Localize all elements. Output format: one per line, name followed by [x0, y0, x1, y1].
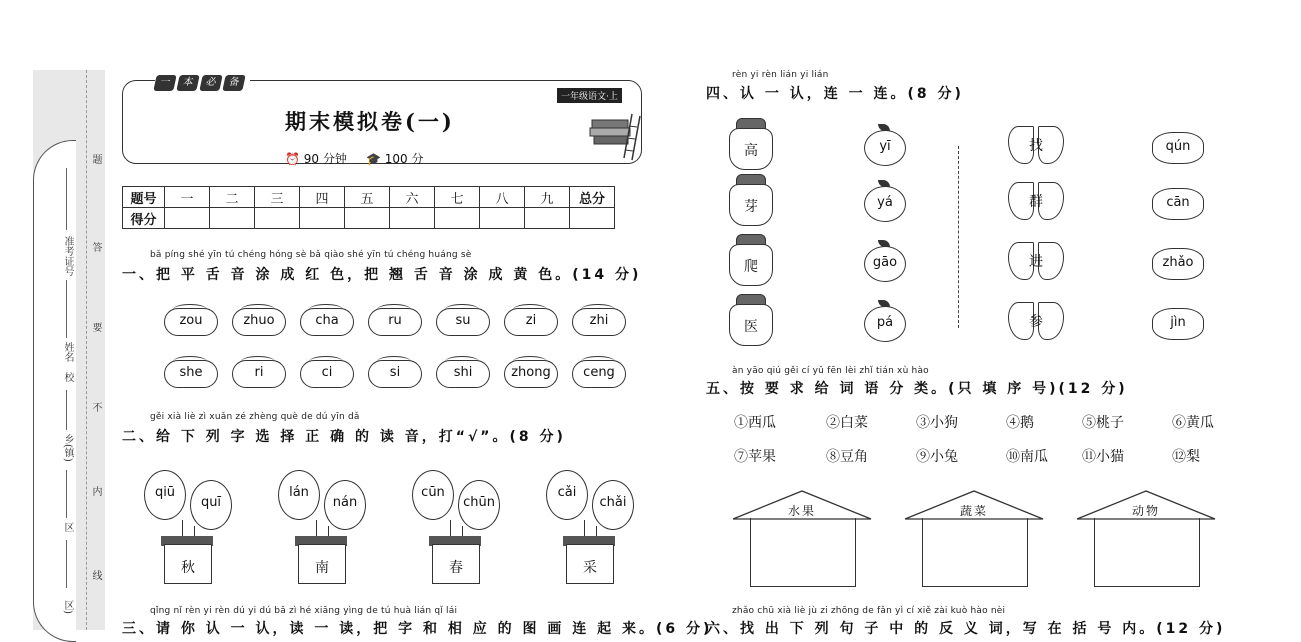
- exam-info: [285, 150, 423, 167]
- money-bag[interactable]: 爬: [729, 244, 773, 286]
- time-limit: 90 分钟: [303, 152, 347, 166]
- q3-pinyin: qǐng nǐ rèn yi rèn dú yi dú bǎ zì hé xiāng yìng de tú huà lián qǐ lái: [150, 606, 458, 616]
- pinyin-cloud[interactable]: ri: [232, 360, 286, 388]
- pinyin-cloud[interactable]: zhong: [504, 360, 558, 388]
- pinyin-cloud[interactable]: shi: [436, 360, 490, 388]
- binding-oval: [33, 140, 76, 642]
- balloon-string: [596, 526, 597, 536]
- table-cell: 六: [390, 187, 435, 208]
- table-cell: 得分: [123, 208, 165, 229]
- word-option: ⑩南瓜: [1006, 449, 1048, 465]
- label-name: 姓名: [62, 342, 73, 362]
- apple[interactable]: yī: [864, 130, 906, 166]
- table-row: [123, 208, 615, 229]
- seal-char: 不: [90, 402, 101, 412]
- score-input-cell[interactable]: [165, 208, 210, 229]
- pinyin-cloud[interactable]: zhuo: [232, 308, 286, 336]
- balloon[interactable]: lán: [278, 470, 320, 520]
- pinyin-cloud[interactable]: su: [436, 308, 490, 336]
- score-input-cell[interactable]: [390, 208, 435, 229]
- category-house[interactable]: [732, 490, 872, 588]
- pinyin-cloud[interactable]: she: [164, 360, 218, 388]
- word-option: ①西瓜: [734, 415, 776, 431]
- word-option: ⑥黄瓜: [1172, 415, 1214, 431]
- cap-icon: 🎓: [365, 152, 381, 166]
- word-option: ④鹅: [1006, 415, 1034, 431]
- label-exam-number: 准考证号: [62, 236, 73, 276]
- word-option: ⑪小猫: [1082, 449, 1124, 465]
- label-school: 校: [62, 372, 73, 382]
- q5-heading: 五、按 要 求 给 词 语 分 类。(只 填 序 号)(12 分): [706, 381, 1128, 397]
- q2-pinyin: gěi xià liè zì xuǎn zé zhèng què de dú yīn dǎ: [150, 412, 360, 422]
- score-input-cell[interactable]: [345, 208, 390, 229]
- logo-char: 必: [199, 75, 222, 91]
- blank-line: [66, 390, 67, 430]
- word-option: ⑧豆角: [826, 449, 868, 465]
- score-input-cell[interactable]: [525, 208, 570, 229]
- balloon[interactable]: chǎi: [592, 480, 634, 530]
- pinyin-cloud[interactable]: ci: [300, 360, 354, 388]
- q1-pinyin: bǎ píng shé yīn tú chéng hóng sè bǎ qiào shé yīn tú chéng huáng sè: [150, 250, 472, 260]
- apple[interactable]: gāo: [864, 246, 906, 282]
- q3-heading: 三、请 你 认 一 认，读 一 读，把 字 和 相 应 的 图 画 连 起 来。(6 分): [122, 621, 713, 637]
- q5-pinyin: àn yāo qiú gěi cí yǔ fēn lèi zhǐ tián xù hào: [732, 366, 929, 376]
- full-score: 100 分: [384, 152, 424, 166]
- house-answer-area[interactable]: [922, 518, 1028, 587]
- balloon-string: [316, 520, 317, 536]
- butterfly-char: 进: [1029, 254, 1043, 270]
- table-cell: 九: [525, 187, 570, 208]
- table-row: [123, 187, 615, 208]
- house-answer-area[interactable]: [1094, 518, 1200, 587]
- seal-char: 题: [90, 154, 101, 164]
- butterfly-char: 群: [1029, 194, 1043, 210]
- flower[interactable]: jìn: [1152, 308, 1204, 340]
- word-option: ⑨小兔: [916, 449, 958, 465]
- balloon[interactable]: cūn: [412, 470, 454, 520]
- word-option: ③小狗: [916, 415, 958, 431]
- balloon[interactable]: chūn: [458, 480, 500, 530]
- category-house[interactable]: [1076, 490, 1216, 588]
- pinyin-cloud[interactable]: ceng: [572, 360, 626, 388]
- balloon-string: [182, 520, 183, 536]
- table-cell: 二: [210, 187, 255, 208]
- balloon-string: [450, 520, 451, 536]
- balloon[interactable]: cǎi: [546, 470, 588, 520]
- score-input-cell[interactable]: [570, 208, 615, 229]
- score-input-cell[interactable]: [480, 208, 525, 229]
- balloon[interactable]: qiū: [144, 470, 186, 520]
- pinyin-cloud[interactable]: ru: [368, 308, 422, 336]
- money-bag[interactable]: 医: [729, 304, 773, 346]
- grade-badge: 一年级语文·上: [557, 88, 622, 103]
- series-logo: [155, 70, 250, 90]
- word-option: ⑦苹果: [734, 449, 776, 465]
- seal-dashed-line: [86, 70, 87, 630]
- score-input-cell[interactable]: [210, 208, 255, 229]
- table-cell: 三: [255, 187, 300, 208]
- money-bag[interactable]: 芽: [729, 184, 773, 226]
- apple[interactable]: pá: [864, 306, 906, 342]
- label-district-2: 区): [62, 600, 73, 614]
- seal-char: 要: [90, 322, 101, 332]
- gift-box: 秋: [164, 544, 212, 584]
- butterfly-char: 参: [1029, 314, 1043, 330]
- seal-char: 内: [90, 486, 101, 496]
- word-option: ②白菜: [826, 415, 868, 431]
- balloon-string: [194, 526, 195, 536]
- house-label: 蔬菜: [959, 504, 988, 518]
- blank-line: [66, 540, 67, 588]
- score-table: [122, 186, 615, 229]
- q4-heading: 四、认 一 认，连 一 连。(8 分): [706, 86, 964, 102]
- word-option: ⑤桃子: [1082, 415, 1124, 431]
- house-label: 动物: [1131, 504, 1160, 518]
- apple[interactable]: yá: [864, 186, 906, 222]
- q6-heading: 六、找 出 下 列 句 子 中 的 反 义 词，写 在 括 号 内。(12 分): [706, 621, 1226, 637]
- table-cell: 一: [165, 187, 210, 208]
- seal-char: 线: [90, 570, 101, 580]
- balloon-string: [584, 520, 585, 536]
- butterfly[interactable]: [1008, 126, 1064, 166]
- flower[interactable]: cān: [1152, 188, 1204, 220]
- balloon[interactable]: nán: [324, 480, 366, 530]
- q4-pinyin: rèn yi rèn lián yi lián: [732, 70, 829, 80]
- score-input-cell[interactable]: [435, 208, 480, 229]
- clock-icon: ⏰: [285, 152, 300, 166]
- house-answer-area[interactable]: [750, 518, 856, 587]
- q1-heading: 一、把 平 舌 音 涂 成 红 色，把 翘 舌 音 涂 成 黄 色。(14 分): [122, 267, 642, 283]
- logo-char: 一: [153, 75, 176, 91]
- pinyin-cloud[interactable]: zhi: [572, 308, 626, 336]
- label-township: 乡(镇): [62, 434, 73, 462]
- butterfly[interactable]: [1008, 182, 1064, 222]
- table-cell: 总分: [570, 187, 615, 208]
- butterfly[interactable]: [1008, 242, 1064, 282]
- balloon-string: [328, 526, 329, 536]
- score-input-cell[interactable]: [255, 208, 300, 229]
- score-input-cell[interactable]: [300, 208, 345, 229]
- books-icon: [586, 112, 642, 162]
- gift-box: 春: [432, 544, 480, 584]
- butterfly[interactable]: [1008, 302, 1064, 342]
- pinyin-cloud[interactable]: cha: [300, 308, 354, 336]
- blank-line: [66, 280, 67, 338]
- divider: [958, 146, 959, 328]
- pinyin-cloud[interactable]: si: [368, 360, 422, 388]
- page-title: 期末模拟卷(一): [285, 109, 455, 134]
- flower[interactable]: qún: [1152, 132, 1204, 164]
- word-option: ⑫梨: [1172, 449, 1200, 465]
- butterfly-char: 找: [1029, 138, 1043, 154]
- table-cell: 五: [345, 187, 390, 208]
- logo-char: 本: [176, 75, 199, 91]
- balloon[interactable]: quī: [190, 480, 232, 530]
- flower[interactable]: zhǎo: [1152, 248, 1204, 280]
- gift-box: 采: [566, 544, 614, 584]
- blank-line: [66, 168, 67, 230]
- q6-pinyin: zhǎo chū xià liè jù zi zhōng de fǎn yì cí xiě zài kuò hào nèi: [732, 606, 1006, 616]
- label-district: 区: [62, 522, 73, 532]
- logo-char: 备: [222, 75, 245, 91]
- table-cell: 八: [480, 187, 525, 208]
- pinyin-cloud[interactable]: zi: [504, 308, 558, 336]
- category-house[interactable]: [904, 490, 1044, 588]
- pinyin-cloud[interactable]: zou: [164, 308, 218, 336]
- balloon-string: [462, 526, 463, 536]
- seal-char: 答: [90, 242, 101, 252]
- blank-line: [66, 470, 67, 518]
- house-label: 水果: [787, 504, 816, 518]
- table-cell: 七: [435, 187, 480, 208]
- gift-box: 南: [298, 544, 346, 584]
- money-bag[interactable]: 高: [729, 128, 773, 170]
- table-cell: 四: [300, 187, 345, 208]
- q2-heading: 二、给 下 列 字 选 择 正 确 的 读 音，打“√”。(8 分): [122, 429, 566, 445]
- table-cell: 题号: [123, 187, 165, 208]
